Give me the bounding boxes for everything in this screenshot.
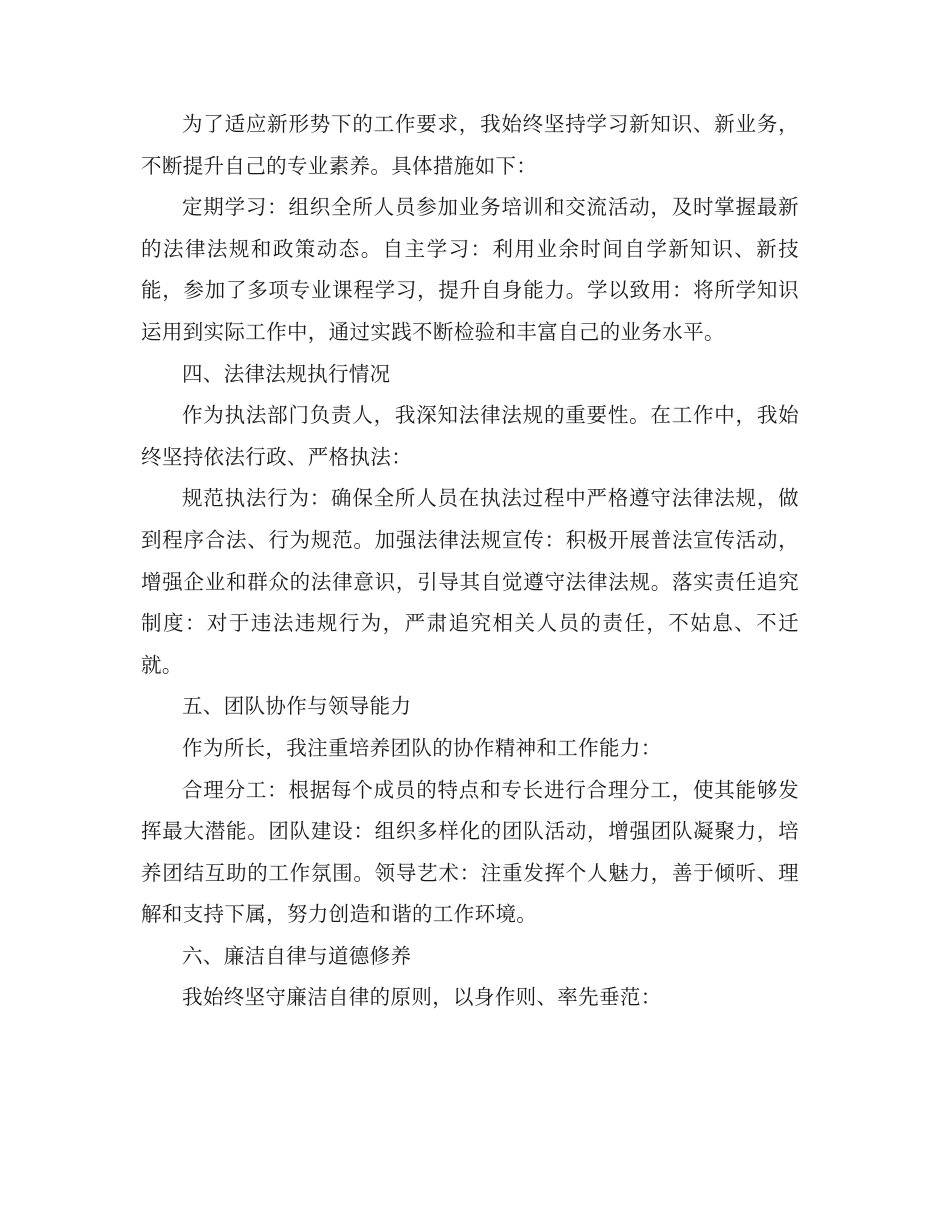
paragraph-study-requirements: 为了适应新形势下的工作要求，我始终坚持学习新知识、新业务，不断提升自己的专业素养。具体措施如下：: [141, 112, 799, 178]
paragraph-law-enforcement-intro: 作为执法部门负责人，我深知法律法规的重要性。在工作中，我始终坚持依法行政、严格执法：: [141, 403, 799, 469]
paragraph-study-measures: 定期学习：组织全所人员参加业务培训和交流活动，及时掌握最新的法律法规和政策动态。自主学习：利用业余时间自学新知识、新技能，参加了多项专业课程学习，提升自身能力。学以致用：将所学知识运用到实际工作中，通过实践不断检验和丰富自己的业务水平。: [141, 195, 799, 344]
paragraph-integrity-intro: 我始终坚守廉洁自律的原则，以身作则、率先垂范：: [182, 985, 662, 1010]
document-body: [141, 104, 799, 1019]
paragraph-law-enforcement-measures: 规范执法行为：确保全所人员在执法过程中严格遵守法律法规，做到程序合法、行为规范。加强法律法规宣传：积极开展普法宣传活动，增强企业和群众的法律意识，引导其自觉遵守法律法规。落实责任追究制度：对于违法违规行为，严肃追究相关人员的责任，不姑息、不迁就。: [141, 486, 799, 677]
paragraph-teamwork-measures: 合理分工：根据每个成员的特点和专长进行合理分工，使其能够发挥最大潜能。团队建设：组织多样化的团队活动，增强团队凝聚力，培养团结互助的工作氛围。领导艺术：注重发挥个人魅力，善于倾听、理解和支持下属，努力创造和谐的工作环境。: [141, 777, 799, 927]
section-heading-teamwork: 五、团队协作与领导能力: [182, 694, 412, 719]
section-heading-integrity: 六、廉洁自律与道德修养: [182, 943, 412, 968]
section-heading-law-enforcement: 四、法律法规执行情况: [182, 361, 391, 386]
paragraph-teamwork-intro: 作为所长，我注重培养团队的协作精神和工作能力：: [182, 735, 662, 760]
